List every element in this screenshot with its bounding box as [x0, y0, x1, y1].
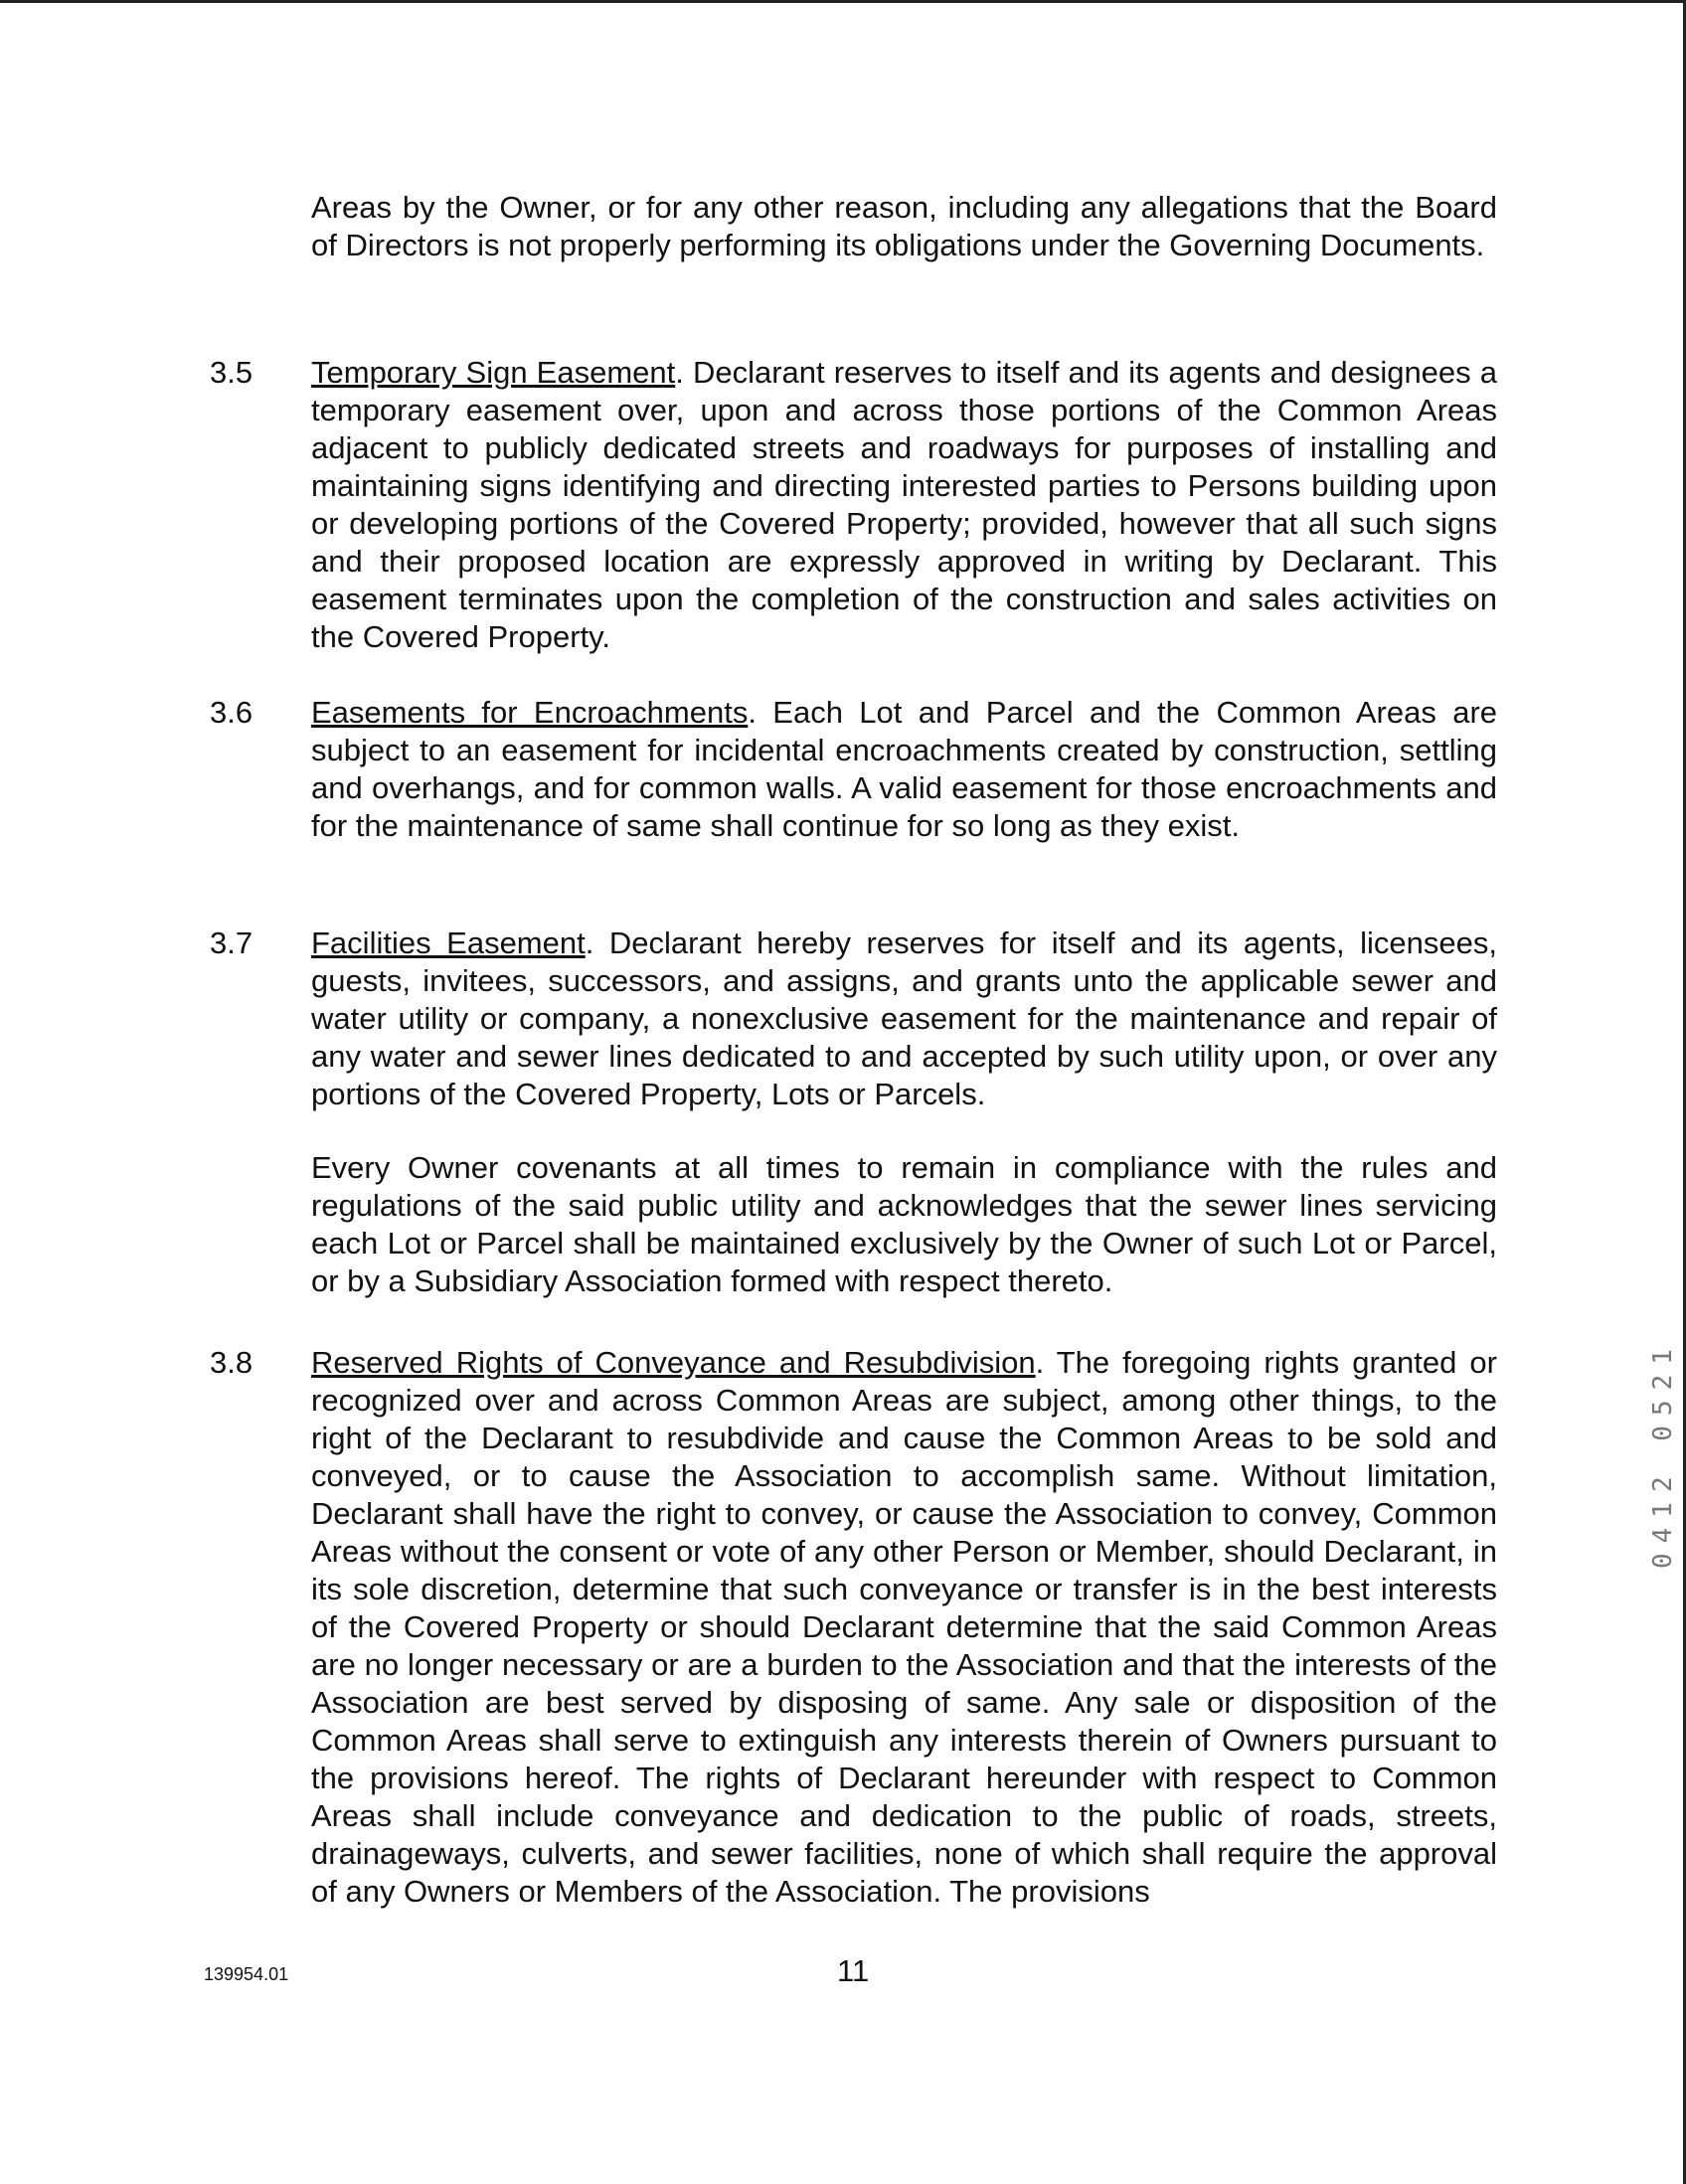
section-3-5-paragraph	[311, 354, 1497, 656]
section-3-6-body: . Each Lot and Parcel and the Common Areas are subject to an easement for incidental encroachments created by construction, settling and overhangs, and for common walls. A valid easement for those encroachments and for the maintenance of same shall continue for so long as they exist.	[311, 695, 1498, 843]
section-3-7-heading: Facilities Easement	[311, 925, 586, 960]
section-3-6-heading: Easements for Encroachments	[311, 695, 749, 730]
section-3-8-heading: Reserved Rights of Conveyance and Resubdivision	[311, 1345, 1036, 1380]
top-border	[0, 0, 1686, 3]
section-number-3-5: 3.5	[210, 355, 253, 390]
section-3-5-heading: Temporary Sign Easement	[311, 355, 676, 390]
section-3-7-paragraph	[311, 924, 1497, 1113]
section-3-7-continuation: Every Owner covenants at all times to remain in compliance with the rules and regulations of the said public utility and acknowledges that the sewer lines servicing each Lot or Parcel shall be maintained exclusively by the Owner of such Lot or Parcel, or by a Subsidiary Association formed with respect thereto.	[311, 1150, 1497, 1298]
section-number-3-8: 3.8	[210, 1345, 253, 1380]
section-3-8-body: . The foregoing rights granted or recognized over and across Common Areas are subject, among other things, to the right of the Declarant to resubdivide and cause the Common Areas to be sold and conveyed, or to cause the Association to accomplish same. Without limitation, Declarant shall have the right to convey, or cause the Association to convey, Common Areas without the consent or vote of any other Person or Member, should Declarant, in its sole discretion, determine that such conveyance or transfer is in the best interests of the Covered Property or should Declarant determine that the said Common Areas are no longer necessary or are a burden to the Association and that the interests of the Association are best served by disposing of same. Any sale or disposition of the Common Areas shall serve to extinguish any interests therein of Owners pursuant to the provisions hereof. The rights of Declarant hereunder with respect to Common Areas shall include conveyance and dedication to the public of roads, streets, drainageways, culverts, and sewer facilities, none of which shall require the approval of any Owners or Members of the Association. The provisions	[311, 1345, 1497, 1909]
section-3-7-body: . Declarant hereby reserves for itself and its agents, licensees, guests, invitees, successors, and assigns, and grants unto the applicable sewer and water utility or company, a nonexclusive easement for the maintenance and repair of any water and sewer lines dedicated to and accepted by such utility upon, or over any portions of the Covered Property, Lots or Parcels.	[311, 925, 1497, 1111]
section-3-5-body: . Declarant reserves to itself and its agents and designees a temporary easement over, upon and across those portions of the Common Areas adjacent to publicly dedicated streets and roadways for purposes of installing and maintaining signs identifying and directing interested parties to Persons building upon or developing portions of the Covered Property; provided, however that all such signs and their proposed location are expressly approved in writing by Declarant. This easement terminates upon the completion of the construction and sales activities on the Covered Property.	[311, 355, 1497, 654]
section-number-3-7: 3.7	[210, 925, 253, 960]
page-number: 11	[837, 1953, 870, 1988]
margin-stamp-text: 0412 0521	[1648, 1339, 1678, 1569]
section-number-3-6: 3.6	[210, 695, 253, 730]
section-3-8-paragraph	[311, 1344, 1497, 1911]
intro-paragraph: Areas by the Owner, or for any other reason, including any allegations that the Board of Directors is not properly performing its obligations under the Governing Documents.	[311, 190, 1497, 262]
document-id: 139954.01	[204, 1964, 289, 1984]
section-3-6-paragraph	[311, 694, 1497, 845]
